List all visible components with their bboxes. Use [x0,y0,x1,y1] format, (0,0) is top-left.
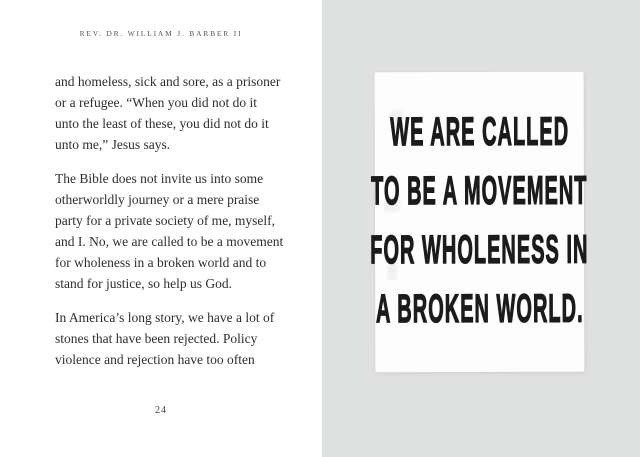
paragraph [55,168,300,294]
quote-line [370,221,589,281]
body-line: stones that have been rejected. Policy [55,331,258,346]
body-line: In America’s long story, we have a lot of [55,310,275,325]
running-header: REV. DR. WILLIAM J. BARBER II [79,29,243,38]
quote-line [375,103,584,163]
right-page [322,0,640,457]
paragraph [55,307,300,370]
body-text [55,71,300,383]
quote-line-text: WE ARE CALLED [389,109,569,155]
body-line: stand for justice, so help us God. [55,276,232,291]
body-line: and I. No, we are called to be a movement [55,234,284,249]
quote-text [370,103,589,340]
body-line: unto the least of these, you did not do it [55,116,269,131]
quote-line-text: A BROKEN WORLD. [375,286,584,332]
body-line: otherworldly journey or a mere praise [55,192,260,207]
quote-line-text: FOR WHOLENESS IN [370,227,589,273]
body-line: The Bible does not invite us into some [55,171,264,186]
body-line: and homeless, sick and sore, as a prisoner [55,74,281,89]
paragraph [55,71,300,155]
page-number: 24 [155,405,167,416]
quote-line [371,162,588,222]
body-line: for wholeness in a broken world and to [55,255,267,270]
quote-card [370,72,589,373]
body-line: or a refugee. “When you did not do it [55,95,258,110]
quote-line-text: TO BE A MOVEMENT [371,168,588,214]
quote-line [375,280,584,340]
body-line: violence and rejection have too often [55,352,255,367]
body-line: unto me,” Jesus says. [55,137,171,152]
body-line: party for a private society of me, myself, [55,213,276,228]
